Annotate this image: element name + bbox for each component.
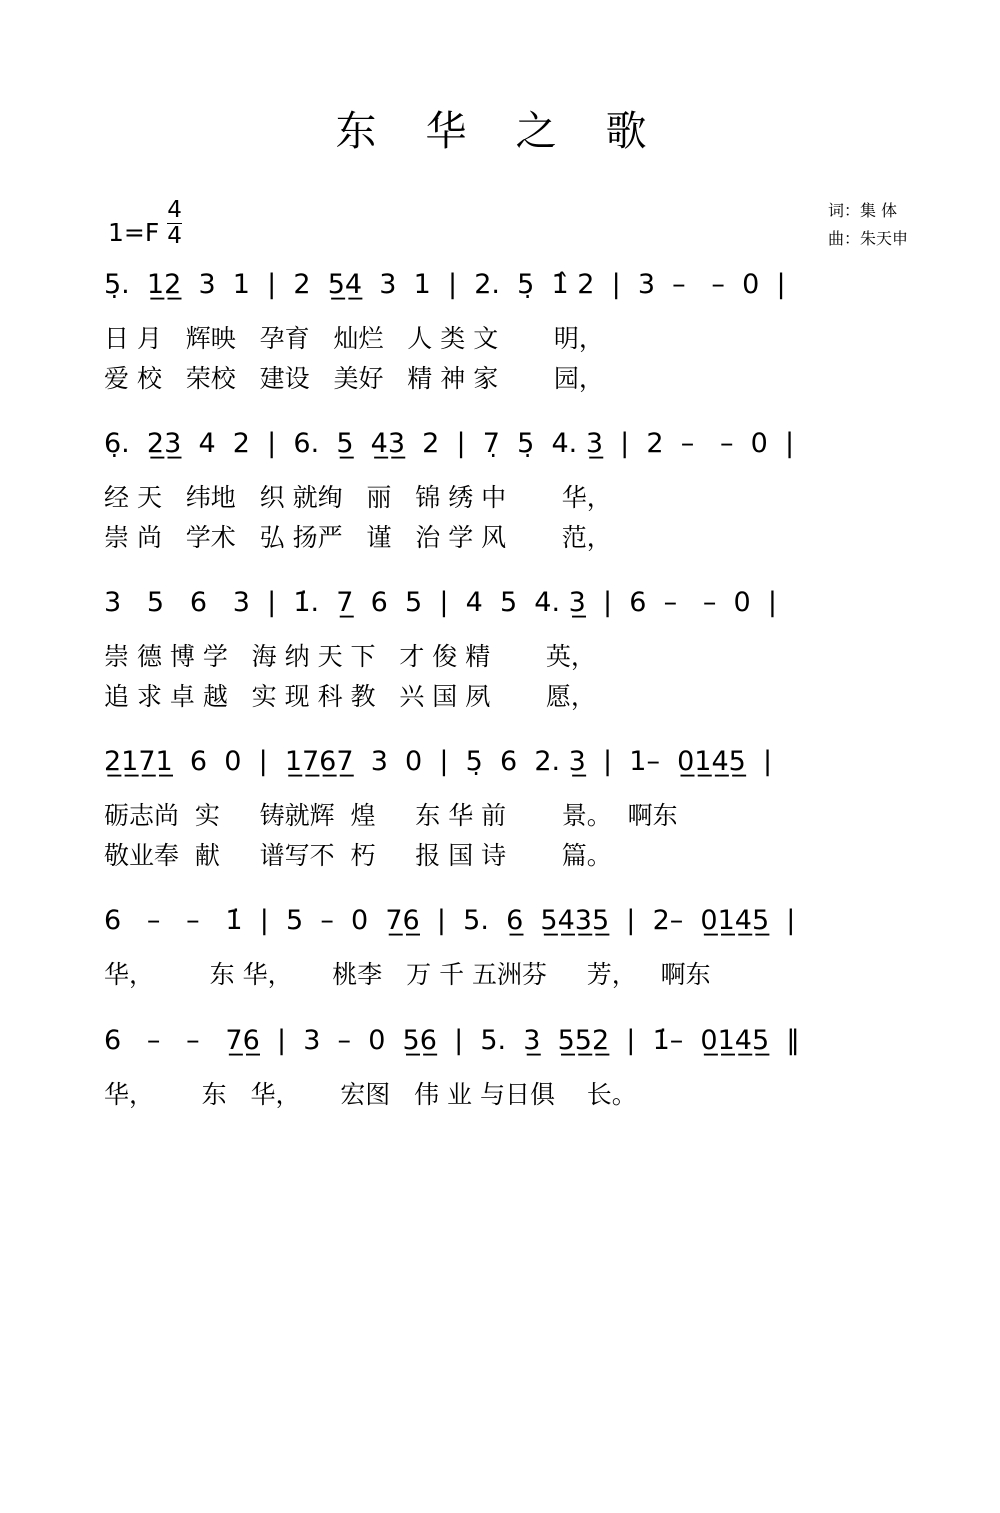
system-3	[104, 587, 920, 716]
lyric-line: 砺志尚 实 铸就辉 煌 东 华 前 景。 啊东	[104, 801, 678, 830]
lyric-line: 追 求 卓 越 实 现 科 教 兴 国 夙 愿，	[104, 681, 596, 711]
notation-line: 6 – – 7̲6̲ | 3 – 0 5̲6̲ | 5. 3̲ 5̲5̲2̲ | 1̇– 0̲1̲4̲5̲ ‖	[104, 1024, 800, 1056]
time-signature-denominator: 4	[167, 223, 182, 249]
lyric-line: 崇 尚 学术 弘 扬严 谨 治 学 风 范，	[104, 522, 612, 552]
lyric-line: 华， 东 华， 宏图 伟 业 与日俱 长。	[104, 1079, 637, 1109]
lyric-line: 日 月 辉映 孕育 灿烂 人 类 文 明，	[104, 324, 604, 353]
music-systems	[0, 269, 1000, 1114]
lyric-line: 华， 东 华， 桃李 万 千 五洲芬 芳， 啊东	[104, 960, 711, 989]
notation-line: 5̣. 1̲2̲ 3 1 | 2 5̲4̲ 3 1 | 2. 5̣ 1̂ 2 | 3 – – 0 |	[104, 269, 786, 300]
system-2	[104, 428, 920, 557]
system-1	[104, 269, 920, 398]
lyric-line: 经 天 纬地 织 就绚 丽 锦 绣 中 华，	[104, 483, 612, 512]
system-5	[104, 905, 920, 995]
notation-line: 2̲1̲7̲1̲ 6 0 | 1̲7̲6̲7̲ 3 0 | 5̣ 6 2. 3̲ | 1– 0̲1̲4̲5̲ |	[104, 746, 773, 777]
score-header	[0, 193, 1000, 263]
notation-line: 6̣. 2̲3̲ 4 2 | 6. 5̲ 4̲3̲ 2 | 7̣ 5̣ 4. 3̲ | 2 – – 0 |	[104, 428, 795, 459]
credits	[828, 197, 908, 253]
composer-credit: 曲：朱天申	[827, 229, 908, 248]
system-6	[104, 1025, 920, 1115]
lyricist-credit: 词：集 体	[827, 201, 898, 220]
key-signature	[108, 199, 182, 248]
notation-line: 3 5 6 3 | 1̇. 7̲ 6 5 | 4 5 4. 3̲ | 6 – – 0 |	[104, 587, 777, 618]
time-signature-numerator: 4	[167, 197, 182, 223]
lyric-line: 爱 校 荣校 建设 美好 精 神 家 园，	[104, 363, 604, 393]
time-signature	[167, 199, 182, 248]
notation-line: 6 – – 1̇ | 5 – 0 7̲6̲ | 5. 6̲ 5̲4̲3̲5̲ | 2– 0̲1̲4̲5̲ |	[104, 905, 796, 936]
lyric-line: 崇 德 博 学 海 纳 天 下 才 俊 精 英，	[104, 642, 596, 671]
lyric-line: 敬业奉 献 谱写不 朽 报 国 诗 篇。	[104, 840, 612, 870]
sheet-music-page	[0, 98, 1000, 1513]
system-4	[104, 746, 920, 875]
page-title: 东 华 之 歌	[335, 107, 665, 155]
key-signature-label: 1=F	[108, 218, 160, 247]
